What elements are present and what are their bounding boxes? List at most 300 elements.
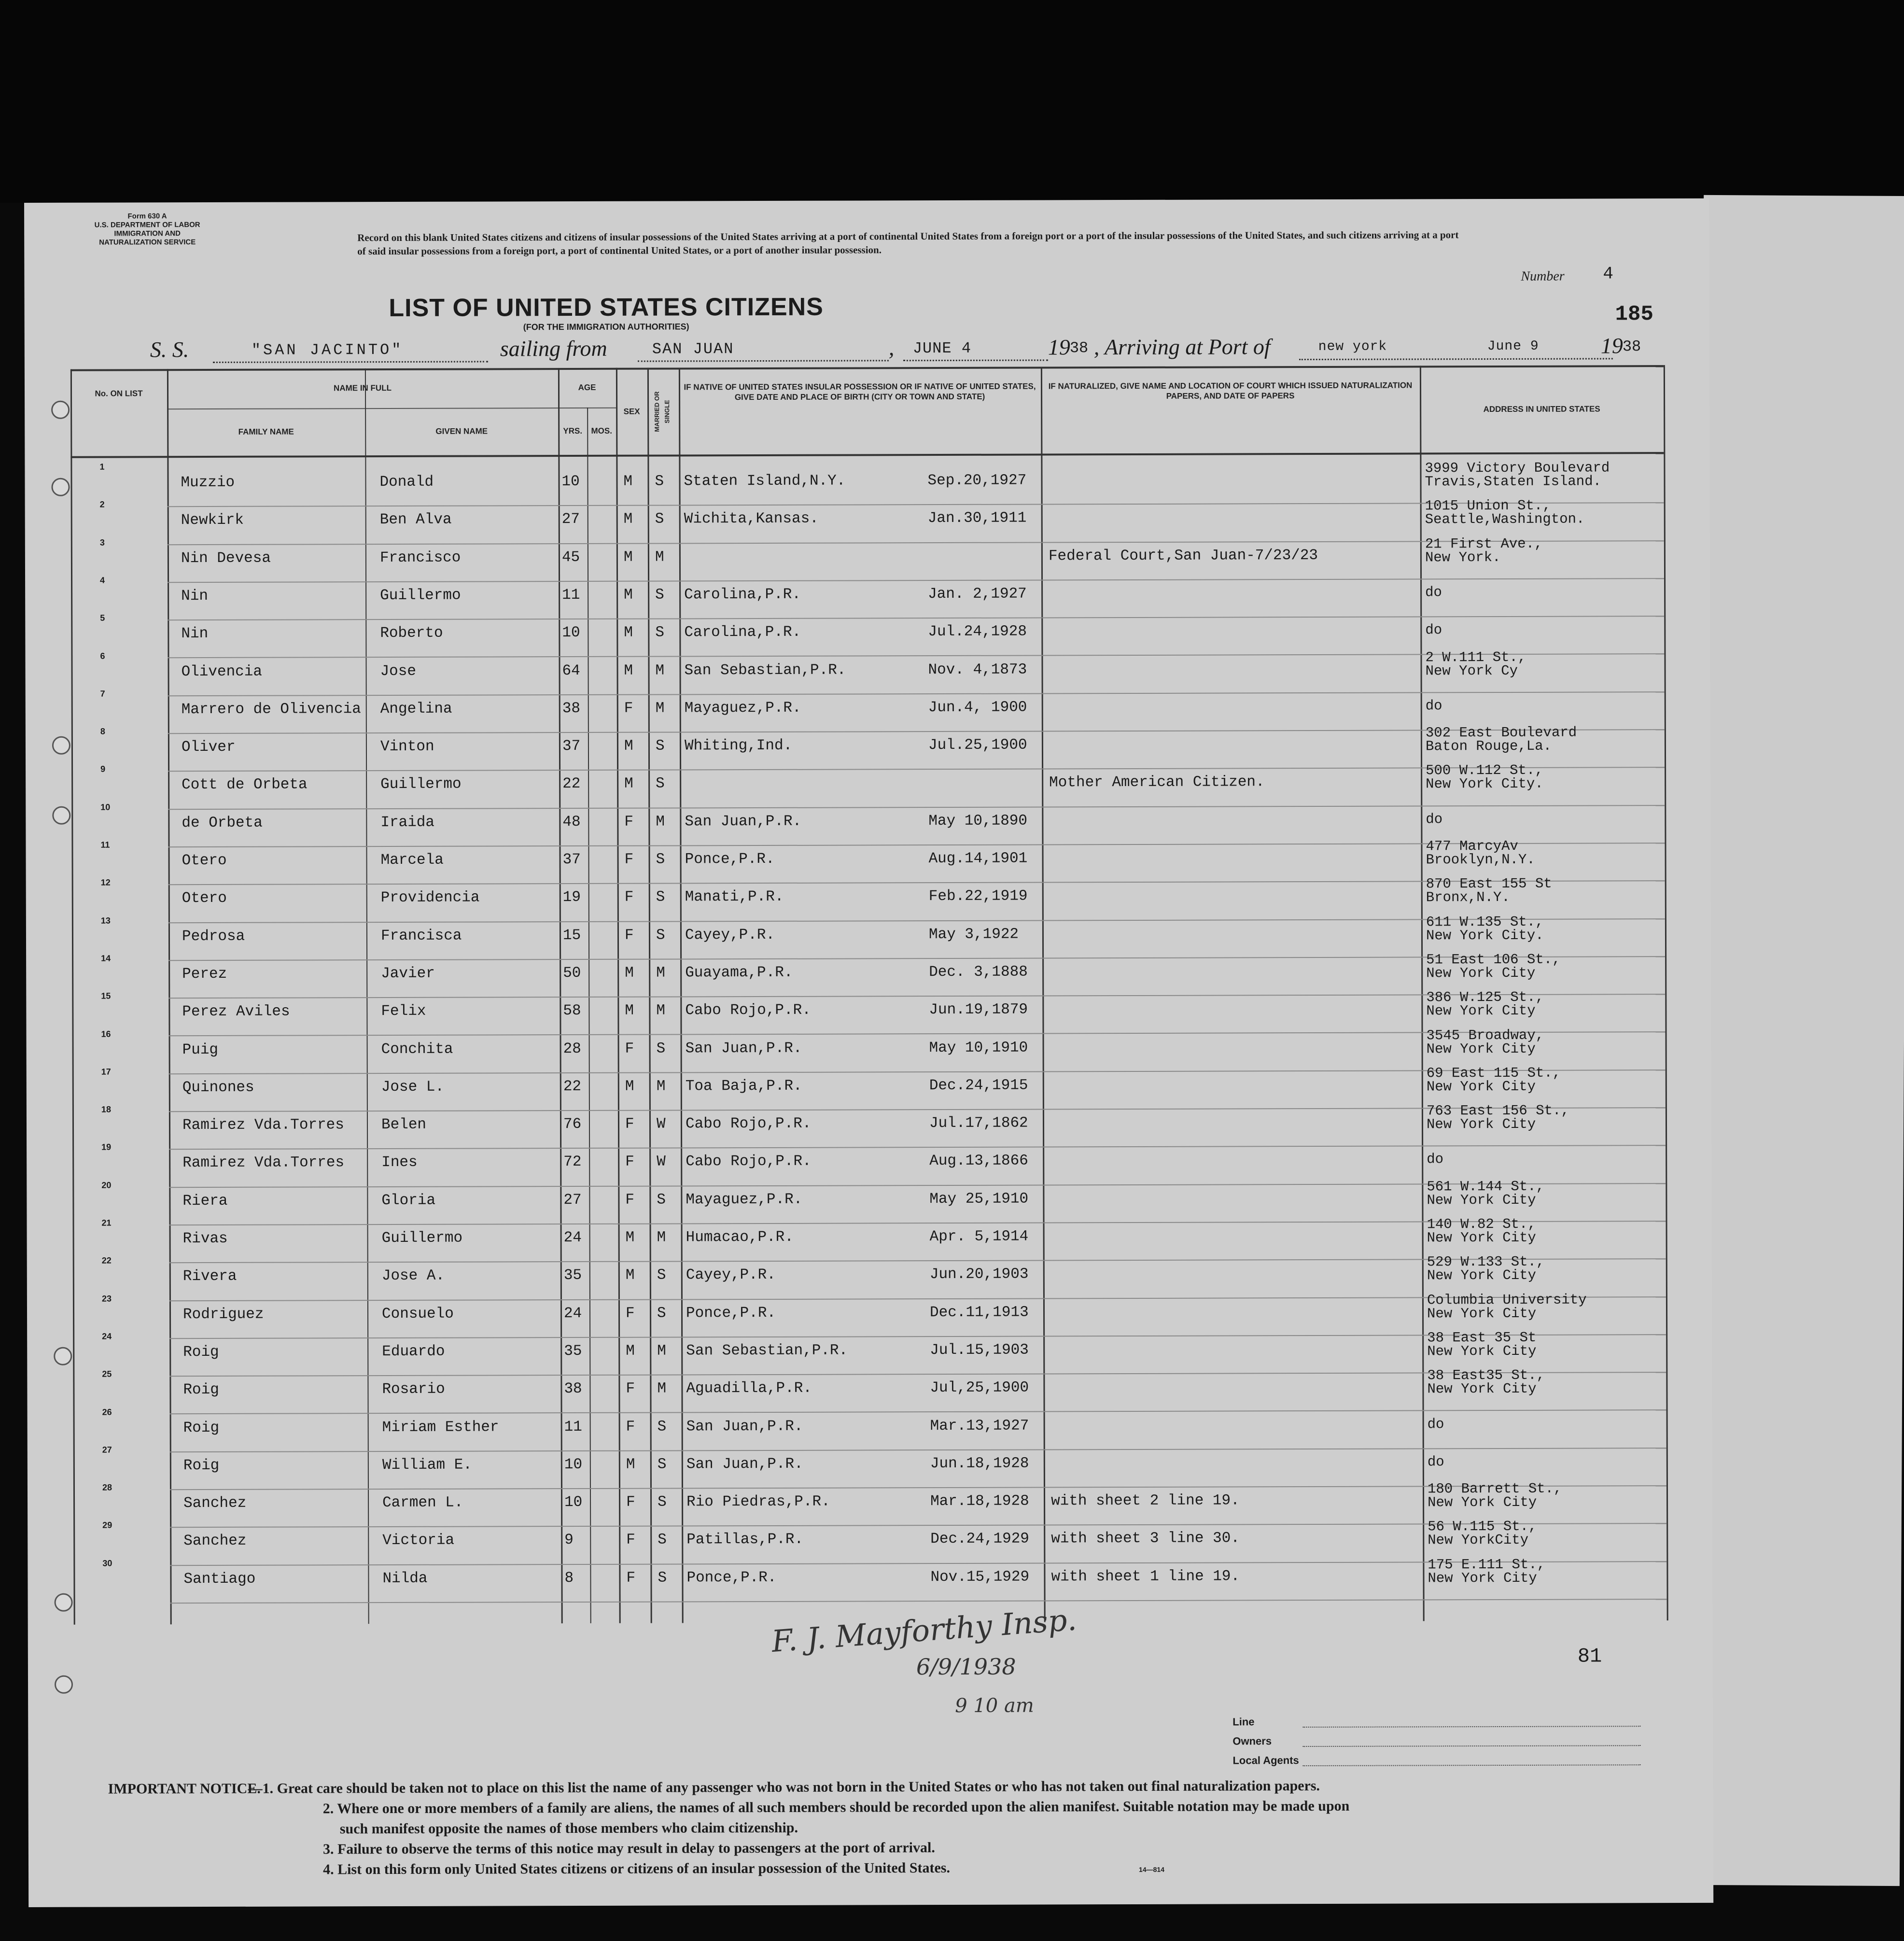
page-subtitle: (FOR THE IMMIGRATION AUTHORITIES) xyxy=(523,322,689,332)
sex: F xyxy=(624,851,634,868)
address-line-2: New York City xyxy=(1428,1494,1537,1511)
table-row xyxy=(72,1102,1666,1151)
birth-place: Wichita,Kansas. xyxy=(684,510,819,528)
age-years: 19 xyxy=(562,889,581,906)
address-line-2: Travis,Staten Island. xyxy=(1425,473,1602,490)
marital-status: M xyxy=(657,1229,666,1246)
address-line-1: 870 East 155 St xyxy=(1426,876,1552,892)
given-name: Guillermo xyxy=(380,776,462,793)
address-line-2: New York City xyxy=(1426,1116,1536,1133)
row-number: 4 xyxy=(100,575,105,585)
age-years: 35 xyxy=(564,1342,582,1360)
ship-underline xyxy=(213,361,488,363)
address-line-1: do xyxy=(1427,1454,1444,1470)
row-number: 15 xyxy=(101,991,111,1001)
family-name: Marrero de Olivencia xyxy=(181,700,361,718)
age-years: 10 xyxy=(564,1494,583,1511)
family-name: Newkirk xyxy=(181,512,244,529)
marital-status: M xyxy=(657,1342,666,1360)
address-line-2: New York City xyxy=(1427,1267,1537,1284)
age-years: 64 xyxy=(562,662,580,679)
sex: M xyxy=(625,1002,634,1019)
given-name: William E. xyxy=(382,1456,472,1474)
birth-date: May 3,1922 xyxy=(928,926,1019,943)
birth-date: May 25,1910 xyxy=(929,1190,1029,1208)
header-yrs: YRS. xyxy=(563,426,583,436)
address-line-2: New YorkCity xyxy=(1428,1532,1529,1548)
sex: M xyxy=(623,510,633,528)
sex: F xyxy=(624,888,634,906)
marital-status: S xyxy=(657,1305,666,1322)
family-name: Muzzio xyxy=(181,474,235,492)
table-row xyxy=(73,1367,1666,1416)
age-years: 24 xyxy=(563,1229,582,1247)
family-name: Oliver xyxy=(181,738,236,756)
family-name: Sanchez xyxy=(183,1494,247,1512)
row-number: 6 xyxy=(100,651,105,661)
signature-date: 6/9/1938 xyxy=(916,1653,1016,1680)
notice-item-2: 2. Where one or more members of a family are aliens, the names of all such members should be recorded upon the alien manifest. Suitable notation may be made upon xyxy=(322,1798,1350,1817)
age-years: 22 xyxy=(563,1078,582,1095)
marital-status: S xyxy=(657,1191,666,1209)
page-number: 185 xyxy=(1615,302,1653,327)
page-title: LIST OF UNITED STATES CITIZENS xyxy=(389,293,824,323)
sex: F xyxy=(626,1532,635,1549)
page-total: 81 xyxy=(1577,1645,1602,1668)
family-name: Perez xyxy=(182,965,227,983)
year: 38 xyxy=(1069,339,1089,357)
row-number: 29 xyxy=(102,1520,112,1530)
sex: M xyxy=(626,1342,635,1360)
binder-hole xyxy=(52,806,70,825)
marital-status: M xyxy=(656,1002,666,1019)
birth-date: Nov.15,1929 xyxy=(930,1568,1030,1586)
address-line-1: 180 Barrett St., xyxy=(1427,1480,1562,1497)
marital-status: S xyxy=(656,927,665,944)
address-line-1: do xyxy=(1425,584,1442,601)
age-years: 27 xyxy=(563,1191,582,1209)
birth-date: Dec.24,1929 xyxy=(930,1530,1029,1548)
owners-rule xyxy=(1302,1745,1640,1747)
marital-status: W xyxy=(657,1153,666,1170)
given-name: Belen xyxy=(381,1116,427,1134)
address-line-2: New York City xyxy=(1427,1343,1537,1360)
birth-date: Jul.25,1900 xyxy=(928,736,1027,754)
age-years: 38 xyxy=(564,1380,582,1398)
sex: M xyxy=(625,964,634,982)
birth-place: Cayey,P.R. xyxy=(686,1266,776,1284)
binder-hole xyxy=(51,401,70,419)
marital-status: S xyxy=(658,1493,667,1511)
notice-title: IMPORTANT NOTICE. xyxy=(108,1780,261,1797)
birth-date: Jul,25,1900 xyxy=(930,1379,1029,1397)
address-line-1: 611 W.135 St., xyxy=(1426,914,1544,930)
notice-item-4: 4. List on this form only United States citizens or citizens of an insular possession of the United States. xyxy=(322,1859,950,1878)
address-line-2: New York City xyxy=(1427,1305,1537,1322)
age-years: 22 xyxy=(562,775,581,793)
birth-date: May 10,1910 xyxy=(929,1039,1028,1056)
footer-code: 14—814 xyxy=(1139,1865,1165,1873)
header-bottom-rule xyxy=(70,452,1664,458)
birth-date: Nov. 4,1873 xyxy=(928,661,1027,678)
arrival-underline xyxy=(1299,358,1613,360)
address-line-1: 500 W.112 St., xyxy=(1426,762,1543,779)
sex: F xyxy=(624,927,634,944)
age-years: 37 xyxy=(562,738,581,755)
row-number: 19 xyxy=(101,1142,112,1152)
given-name: Gloria xyxy=(381,1192,436,1209)
row-number: 27 xyxy=(102,1445,112,1455)
birth-place: Rio Piedras,P.R. xyxy=(686,1493,830,1511)
ship-name: "SAN JACINTO" xyxy=(251,340,404,359)
row-number: 20 xyxy=(101,1180,112,1190)
given-name: Conchita xyxy=(381,1041,453,1058)
sex: F xyxy=(626,1380,635,1397)
marital-status: S xyxy=(655,510,664,528)
row-number: 28 xyxy=(102,1482,112,1492)
family-name: Rodriguez xyxy=(182,1306,264,1323)
row-number: 25 xyxy=(102,1369,112,1379)
signature-time: 9 10 am xyxy=(955,1694,1034,1717)
age-years: 11 xyxy=(564,1418,582,1435)
row-number: 11 xyxy=(100,840,110,850)
row-number: 9 xyxy=(100,764,106,774)
given-name: Donald xyxy=(379,473,434,491)
age-years: 38 xyxy=(562,700,581,717)
address-line-1: do xyxy=(1426,811,1443,828)
family-name: Nin xyxy=(181,625,209,643)
sex: F xyxy=(625,1305,635,1322)
birth-place: Ponce,P.R. xyxy=(685,850,775,868)
sex: F xyxy=(626,1569,636,1587)
sailing-date: JUNE 4 xyxy=(912,339,972,358)
sex: F xyxy=(625,1115,634,1133)
birth-date: Aug.13,1866 xyxy=(929,1152,1028,1170)
address-line-1: 1015 Union St., xyxy=(1425,498,1551,514)
owners-label: Owners xyxy=(1232,1735,1272,1747)
sailing-label: sailing from xyxy=(500,336,607,361)
address-line-2: New York City xyxy=(1426,965,1536,982)
address-line-1: 38 East35 St., xyxy=(1427,1367,1545,1384)
family-name: Otero xyxy=(182,890,227,907)
row-number: 10 xyxy=(100,802,111,812)
marital-status: S xyxy=(657,1266,666,1284)
family-name: Olivencia xyxy=(181,663,263,680)
header-sub-rule xyxy=(167,408,616,409)
family-name: Roig xyxy=(183,1419,220,1436)
given-name: Francisco xyxy=(379,549,461,566)
age-years: 37 xyxy=(562,851,581,869)
local-agents-label: Local Agents xyxy=(1232,1754,1299,1767)
sex: M xyxy=(625,1078,634,1095)
binder-hole xyxy=(52,736,70,755)
row-number: 2 xyxy=(99,499,105,509)
sex: M xyxy=(625,1229,635,1246)
binder-hole xyxy=(54,1347,72,1365)
row-number: 17 xyxy=(101,1067,111,1077)
row-number: 8 xyxy=(100,726,105,736)
date-underline xyxy=(903,359,1048,361)
age-years: 50 xyxy=(563,964,581,982)
row-number: 1 xyxy=(99,462,105,472)
given-name: Felix xyxy=(381,1003,426,1020)
address-line-2: Brooklyn,N.Y. xyxy=(1426,851,1535,868)
address-line-1: 38 East 35 St xyxy=(1427,1329,1537,1346)
given-name: Angelina xyxy=(380,700,452,717)
row-number: 30 xyxy=(102,1558,112,1568)
address-line-1: Columbia University xyxy=(1427,1292,1587,1308)
birth-place: Carolina,P.R. xyxy=(684,623,801,641)
family-name: Nin xyxy=(181,587,208,605)
given-name: Carmen L. xyxy=(382,1494,463,1512)
family-name: Rivas xyxy=(182,1230,228,1248)
age-years: 11 xyxy=(562,586,580,604)
birth-date: Feb.22,1919 xyxy=(928,887,1028,905)
given-name: Jose A. xyxy=(381,1267,445,1285)
naturalization-info: Federal Court,San Juan-7/23/23 xyxy=(1048,547,1318,565)
address-line-2: New York City xyxy=(1428,1570,1537,1587)
sex: F xyxy=(626,1418,635,1435)
sex: M xyxy=(624,586,633,604)
passenger-table xyxy=(70,365,1667,1625)
binder-hole xyxy=(55,1675,73,1694)
given-name: Jose L. xyxy=(381,1078,445,1096)
record-instructions: Record on this blank United States citizens and citizens of insular possessions of the United States arriving at a port of continental United States from a foreign port or a port of the insular possessions of the United States, and such citizens arriving at a port of said insular possessions from a foreign port, a port of continental United States, or a port of another insular possession. xyxy=(357,229,1459,257)
birth-date: Jul.24,1928 xyxy=(928,623,1027,641)
family-name: Roig xyxy=(183,1381,219,1399)
birth-date: Jun.4, 1900 xyxy=(928,699,1027,716)
given-name: Rosario xyxy=(382,1380,445,1398)
arrival-date: June 9 xyxy=(1487,338,1539,354)
birth-place: San Juan,P.R. xyxy=(686,1455,803,1473)
age-years: 28 xyxy=(563,1040,581,1057)
address-line-1: 763 East 156 St., xyxy=(1426,1102,1569,1119)
birth-place: Patillas,P.R. xyxy=(686,1531,804,1548)
naturalization-info: with sheet 3 line 30. xyxy=(1051,1530,1240,1547)
age-years: 24 xyxy=(563,1305,582,1322)
birth-place: Manati,P.R. xyxy=(685,888,784,906)
header-address: ADDRESS IN UNITED STATES xyxy=(1483,404,1600,414)
agents-rule xyxy=(1302,1764,1640,1766)
marital-status: S xyxy=(655,586,664,604)
given-name: Guillermo xyxy=(380,587,461,604)
marital-status: S xyxy=(656,775,665,792)
marital-status: M xyxy=(655,549,664,566)
sex: M xyxy=(623,549,633,566)
number-label: Number xyxy=(1521,268,1565,284)
table-top-rule xyxy=(70,365,1664,371)
birth-place: Cayey,P.R. xyxy=(685,926,775,944)
address-line-1: do xyxy=(1425,698,1442,714)
given-name: Victoria xyxy=(382,1532,455,1549)
marital-status: M xyxy=(656,813,665,830)
birth-date: Jul.15,1903 xyxy=(930,1341,1029,1359)
given-name: Ines xyxy=(381,1154,418,1171)
age-years: 72 xyxy=(563,1153,582,1171)
sex: F xyxy=(625,1153,634,1171)
family-name: de Orbeta xyxy=(182,814,263,831)
address-line-2: New York City xyxy=(1426,1078,1536,1095)
address-line-1: 3545 Broadway, xyxy=(1426,1027,1544,1043)
address-line-2: New York City. xyxy=(1426,776,1543,792)
naturalization-info: Mother American Citizen. xyxy=(1049,774,1265,791)
age-years: 10 xyxy=(562,624,580,642)
birth-date: Apr. 5,1914 xyxy=(929,1228,1029,1246)
row-number: 18 xyxy=(101,1104,111,1114)
given-name: Vinton xyxy=(380,738,434,756)
birth-place: San Juan,P.R. xyxy=(685,1040,802,1057)
address-line-2: New York City xyxy=(1427,1380,1537,1397)
birth-place: Toa Baja,P.R. xyxy=(685,1077,802,1095)
next-sheet-edge xyxy=(1695,195,1904,1886)
sex: F xyxy=(624,813,634,830)
row-number: 7 xyxy=(100,689,105,699)
marital-status: M xyxy=(656,1078,666,1095)
binder-hole xyxy=(51,478,70,496)
year-prefix: 19 xyxy=(1048,335,1070,360)
address-line-1: 561 W.144 St., xyxy=(1427,1178,1545,1195)
address-line-2: New York City xyxy=(1427,1192,1536,1209)
number-value: 4 xyxy=(1603,264,1614,284)
family-name: Otero xyxy=(182,852,227,870)
line-rule xyxy=(1302,1726,1640,1728)
given-name: Nilda xyxy=(382,1570,428,1587)
birth-date: Mar.13,1927 xyxy=(930,1417,1029,1435)
sex: F xyxy=(626,1493,635,1511)
marital-status: M xyxy=(656,964,665,982)
birth-place: Whiting,Ind. xyxy=(684,737,793,755)
birth-place: San Juan,P.R. xyxy=(686,1418,803,1435)
given-name: Providencia xyxy=(380,889,480,907)
birth-date: May 10,1890 xyxy=(928,812,1028,830)
marital-status: W xyxy=(656,1115,666,1133)
marital-status: M xyxy=(655,700,665,717)
service-line: NATURALIZATION SERVICE xyxy=(99,238,196,247)
sex: M xyxy=(624,775,633,793)
address-line-1: do xyxy=(1427,1416,1444,1432)
birth-date: Dec.24,1915 xyxy=(929,1077,1028,1094)
birth-date: Aug.14,1901 xyxy=(928,850,1028,868)
birth-place: Aguadilla,P.R. xyxy=(686,1379,812,1397)
birth-date: Dec. 3,1888 xyxy=(929,963,1028,981)
given-name: Guillermo xyxy=(381,1229,463,1247)
marital-status: M xyxy=(657,1380,667,1397)
year: 38 xyxy=(1622,338,1641,356)
birth-place: Humacao,P.R. xyxy=(686,1228,794,1246)
address-line-1: 529 W.133 St., xyxy=(1427,1254,1545,1270)
sex: F xyxy=(625,1040,634,1057)
age-years: 10 xyxy=(564,1456,583,1473)
header-mos: MOS. xyxy=(591,426,612,436)
family-name: Riera xyxy=(182,1192,228,1210)
marital-status: S xyxy=(658,1531,667,1548)
header-birth: IF NATIVE OF UNITED STATES INSULAR POSSESSION OR IF NATIVE OF UNITED STATES, GIVE DATE AND PLACE OF BIRTH (CITY OR TOWN AND STATE) xyxy=(684,381,1036,402)
naturalization-info: with sheet 2 line 19. xyxy=(1051,1492,1240,1510)
given-name: Javier xyxy=(381,965,435,982)
address-line-2: New York Cy xyxy=(1425,662,1518,679)
row-number: 16 xyxy=(101,1029,111,1039)
address-line-1: do xyxy=(1425,622,1442,638)
row-number: 12 xyxy=(100,877,111,887)
birth-place: Cabo Rojo,P.R. xyxy=(685,1001,811,1019)
address-line-2: New York City xyxy=(1427,1229,1536,1246)
address-line-2: New York City xyxy=(1426,1041,1536,1057)
marital-status: M xyxy=(655,662,665,679)
given-name: Jose xyxy=(380,662,417,680)
marital-status: S xyxy=(656,851,665,868)
row-rule xyxy=(170,1599,1667,1603)
birth-date: Jun.18,1928 xyxy=(930,1455,1029,1472)
table-row xyxy=(71,762,1665,811)
row-number: 22 xyxy=(101,1255,112,1266)
sex: M xyxy=(624,662,633,679)
birth-place: San Juan,P.R. xyxy=(685,813,802,830)
family-name: Cott de Orbeta xyxy=(182,776,308,794)
sex: M xyxy=(626,1456,635,1473)
address-line-1: 56 W.115 St., xyxy=(1428,1519,1537,1535)
family-name: Puig xyxy=(182,1041,219,1058)
family-name: Ramirez Vda.Torres xyxy=(182,1116,344,1134)
given-name: Consuelo xyxy=(381,1305,454,1322)
sex: M xyxy=(624,624,633,641)
notice-item-1: —1. Great care should be taken not to place on this list the name of any passenger who was not born in the United States or who has not taken out final naturalization papers. xyxy=(248,1777,1320,1797)
address-line-1: 140 W.82 St., xyxy=(1427,1216,1536,1233)
row-number: 24 xyxy=(102,1331,112,1341)
given-name: Eduardo xyxy=(382,1343,445,1360)
table-row xyxy=(73,1556,1666,1605)
address-line-1: 175 E.111 St., xyxy=(1428,1556,1546,1573)
age-years: 10 xyxy=(561,473,580,491)
address-line-1: do xyxy=(1427,1151,1444,1167)
address-line-1: 3999 Victory Boulevard xyxy=(1425,460,1610,477)
family-name: Rivera xyxy=(182,1268,237,1285)
address-line-2: New York City. xyxy=(1426,927,1544,943)
age-years: 76 xyxy=(563,1116,582,1133)
address-line-1: 51 East 106 St., xyxy=(1426,951,1561,968)
family-name: Nin Devesa xyxy=(181,549,271,567)
age-years: 35 xyxy=(563,1267,582,1284)
birth-place: San Sebastian,P.R. xyxy=(684,661,846,679)
address-line-2: Seattle,Washington. xyxy=(1425,511,1585,528)
comma: , xyxy=(888,335,895,360)
row-number: 23 xyxy=(101,1294,112,1304)
header-no: No. ON LIST xyxy=(95,389,143,398)
sex: M xyxy=(623,473,633,490)
birth-place: Cabo Rojo,P.R. xyxy=(685,1115,812,1133)
marital-status: S xyxy=(657,1418,667,1435)
family-name: Ramirez Vda.Torres xyxy=(182,1154,345,1172)
birth-place: Mayaguez,P.R. xyxy=(686,1191,803,1209)
birth-place: Ponce,P.R. xyxy=(686,1304,776,1322)
birth-place: Mayaguez,P.R. xyxy=(684,699,801,717)
row-number: 3 xyxy=(99,537,105,548)
birth-place: Guayama,P.R. xyxy=(685,964,793,982)
naturalization-info: with sheet 1 line 19. xyxy=(1051,1568,1240,1586)
address-line-2: Bronx,N.Y. xyxy=(1426,889,1510,906)
given-name: Francisca xyxy=(380,927,462,944)
line-label: Line xyxy=(1232,1716,1255,1728)
age-years: 8 xyxy=(564,1569,574,1587)
row-number: 5 xyxy=(100,613,105,623)
row-number: 13 xyxy=(100,915,111,926)
table-row xyxy=(71,575,1664,622)
sex: M xyxy=(625,1266,635,1284)
age-years: 9 xyxy=(564,1532,574,1549)
birth-place: Staten Island,N.Y. xyxy=(684,472,846,490)
address-line-1: 302 East Boulevard xyxy=(1425,724,1577,741)
header-given: GIVEN NAME xyxy=(435,426,488,436)
family-name: Perez Aviles xyxy=(182,1003,290,1021)
